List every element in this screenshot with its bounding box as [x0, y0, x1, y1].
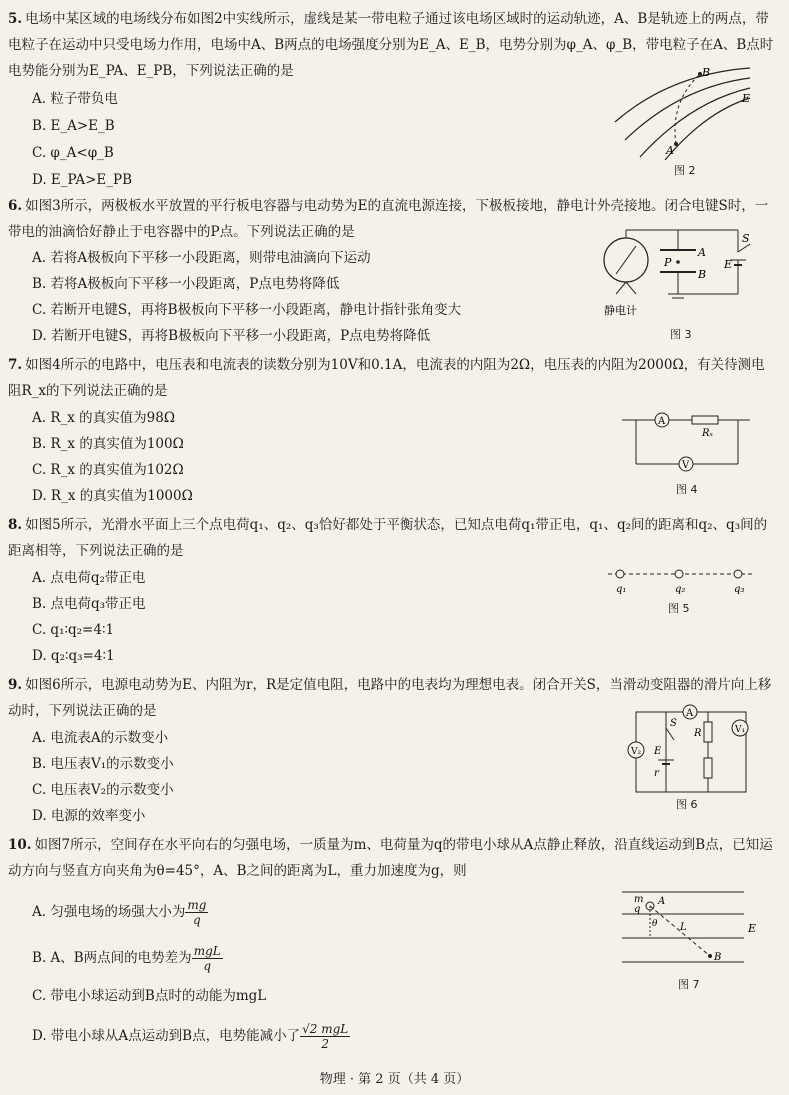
fig7-label-l: L	[680, 922, 687, 933]
q6-option-b: B. 若将A极板向下平移一小段距离，P点电势将降低	[32, 276, 340, 292]
q5-option-a: A. 粒子带负电	[32, 91, 118, 107]
question-10	[8, 832, 778, 884]
q8-option-b: B. 点电荷q₃带正电	[32, 596, 146, 612]
figure-6-diagram	[622, 704, 762, 796]
q6-option-a: A. 若将A极板向下平移一小段距离，则带电油滴向下运动	[32, 250, 371, 266]
q9-option-a: A. 电流表A的示数变小	[32, 730, 169, 746]
q10-option-b: B. A、B两点间的电势差为 $\frac{\text{mgL}}{q}$	[32, 944, 221, 973]
fig6-label-rbig: R	[694, 728, 702, 739]
q5-option-b: B. E_A>E_B	[32, 118, 115, 134]
q10-option-d: D. 带电小球从A点运动到B点，电势能减小了 $\frac{\text{√2 mgL}}{2}$	[32, 1022, 349, 1051]
fig6-label-rsmall: r	[654, 768, 659, 779]
question-5-stem: 5. 电场中某区域的电场线分布如图2中实线所示，虚线是某一带电粒子通过该电场区域时的运动轨迹，A、B是轨迹上的两点，带电粒子在运动中只受电场力作用，电场中A、B两点的电场强度分别为E_A、E_B，电势分别为φ_A、φ_B，带电粒子在A、B点时电势能分别为E_PA、E_PB，下列说法正确的是	[8, 11, 774, 79]
q8-option-c: C. q₁∶q₂=4∶1	[32, 622, 115, 638]
fig7-label-a: A	[658, 896, 666, 907]
figure-5-diagram	[606, 566, 756, 596]
q6-option-d: D. 若断开电键S，再将B极板向下平移一小段距离，P点电势将降低	[32, 328, 431, 344]
q10-option-b-fraction: $\frac{\text{mgL}}{q}$	[193, 944, 221, 973]
q9-option-b: B. 电压表V₁的示数变小	[32, 756, 174, 772]
q7-option-a: A. R_x 的真实值为98Ω	[32, 410, 176, 426]
fig2-label-e: E	[742, 92, 751, 105]
figure-7-diagram	[618, 888, 768, 970]
figure-7-caption: 图 7	[678, 978, 700, 991]
figure-6-caption: 图 6	[676, 798, 698, 811]
figure-4-diagram	[620, 408, 760, 478]
fig6-label-v2: V₂	[631, 747, 642, 757]
q9-option-d: D. 电源的效率变小	[32, 808, 146, 824]
fig6-label-s: S	[670, 718, 677, 729]
figure-3-caption: 图 3	[670, 328, 692, 341]
q10-option-d-fraction: $\frac{\text{√2 mgL}}{2}$	[302, 1022, 349, 1051]
fig6-label-v1: V₁	[735, 725, 746, 735]
q9-option-c: C. 电压表V₂的示数变小	[32, 782, 174, 798]
fig4-label-rx: Rₓ	[702, 428, 714, 439]
figure-2-caption: 图 2	[674, 164, 696, 177]
q5-option-d: D. E_PA>E_PB	[32, 172, 133, 188]
fig5-label-q1: q₁	[616, 584, 627, 595]
question-7	[8, 352, 778, 404]
fig7-label-e: E	[748, 922, 757, 935]
figure-4-caption: 图 4	[676, 483, 698, 496]
fig3-label-s: S	[742, 232, 750, 245]
question-8	[8, 512, 778, 564]
fig2-label-a: A	[666, 144, 674, 157]
q8-option-d: D. q₂∶q₃=4∶1	[32, 648, 115, 664]
fig5-label-q3: q₃	[734, 584, 745, 595]
fig2-label-b: B	[702, 66, 711, 79]
fig5-label-q2: q₂	[675, 584, 686, 595]
fig3-label-meter: 静电计	[604, 304, 637, 317]
q10-option-a-fraction: $\frac{mg}{q}$	[187, 898, 207, 927]
q8-option-a: A. 点电荷q₂带正电	[32, 570, 146, 586]
figure-2-diagram	[610, 62, 760, 162]
question-8-stem: 8. 如图5所示，光滑水平面上三个点电荷q₁、q₂、q₃恰好都处于平衡状态，已知点电荷q₁带正电，q₁、q₂间的距离和q₂、q₃间的距离相等，下列说法正确的是	[8, 517, 768, 559]
fig4-label-v: V	[682, 460, 690, 471]
q7-option-d: D. R_x 的真实值为1000Ω	[32, 488, 193, 504]
fig6-label-a: A	[686, 708, 694, 719]
question-10-stem: 10. 如图7所示，空间存在水平向右的匀强电场，一质量为m、电荷量为q的带电小球从A点静止释放，沿直线运动到B点，已知运动方向与竖直方向夹角为θ=45°，A、B之间的距离为L，重力加速度为g，则	[8, 837, 773, 879]
fig7-label-b: B	[714, 952, 722, 963]
q7-option-b: B. R_x 的真实值为100Ω	[32, 436, 184, 452]
figure-5-caption: 图 5	[668, 602, 690, 615]
fig3-label-p: P	[664, 256, 672, 269]
q7-option-c: C. R_x 的真实值为102Ω	[32, 462, 184, 478]
fig3-label-b: B	[698, 268, 707, 281]
fig6-label-e: E	[654, 746, 662, 757]
q10-option-a: A. 匀强电场的场强大小为 $\frac{mg}{q}$	[32, 898, 207, 927]
fig7-label-q: q	[634, 904, 641, 915]
fig3-label-e: E	[724, 258, 733, 271]
question-6-stem: 6. 如图3所示，两极板水平放置的平行板电容器与电动势为E的直流电源连接，下极板接地，静电计外壳接地。闭合电键S时，一带电的油滴恰好静止于电容器中的P点。下列说法正确的是	[8, 198, 769, 240]
q10-option-c: C. 带电小球运动到B点时的动能为mgL	[32, 988, 267, 1004]
question-7-stem: 7. 如图4所示的电路中，电压表和电流表的读数分别为10V和0.1A，电流表的内阻为2Ω，电压表的内阻为2000Ω，有关待测电阻R_x的下列说法正确的是	[8, 357, 765, 399]
fig4-label-a: A	[658, 416, 666, 427]
fig3-label-a: A	[698, 246, 706, 259]
fig7-label-m: m	[634, 894, 644, 905]
question-9-stem: 9. 如图6所示，电源电动势为E、内阻为r，R是定值电阻，电路中的电表均为理想电表。闭合开关S，当滑动变阻器的滑片向上移动时，下列说法正确的是	[8, 677, 772, 719]
fig7-label-theta: θ	[652, 919, 658, 929]
q5-option-c: C. φ_A<φ_B	[32, 145, 114, 161]
q6-option-c: C. 若断开电键S，再将B极板向下平移一小段距离，静电计指针张角变大	[32, 302, 462, 318]
figure-3-diagram	[598, 222, 768, 322]
page-footer: 物理 · 第 2 页（共 4 页）	[319, 1072, 470, 1087]
